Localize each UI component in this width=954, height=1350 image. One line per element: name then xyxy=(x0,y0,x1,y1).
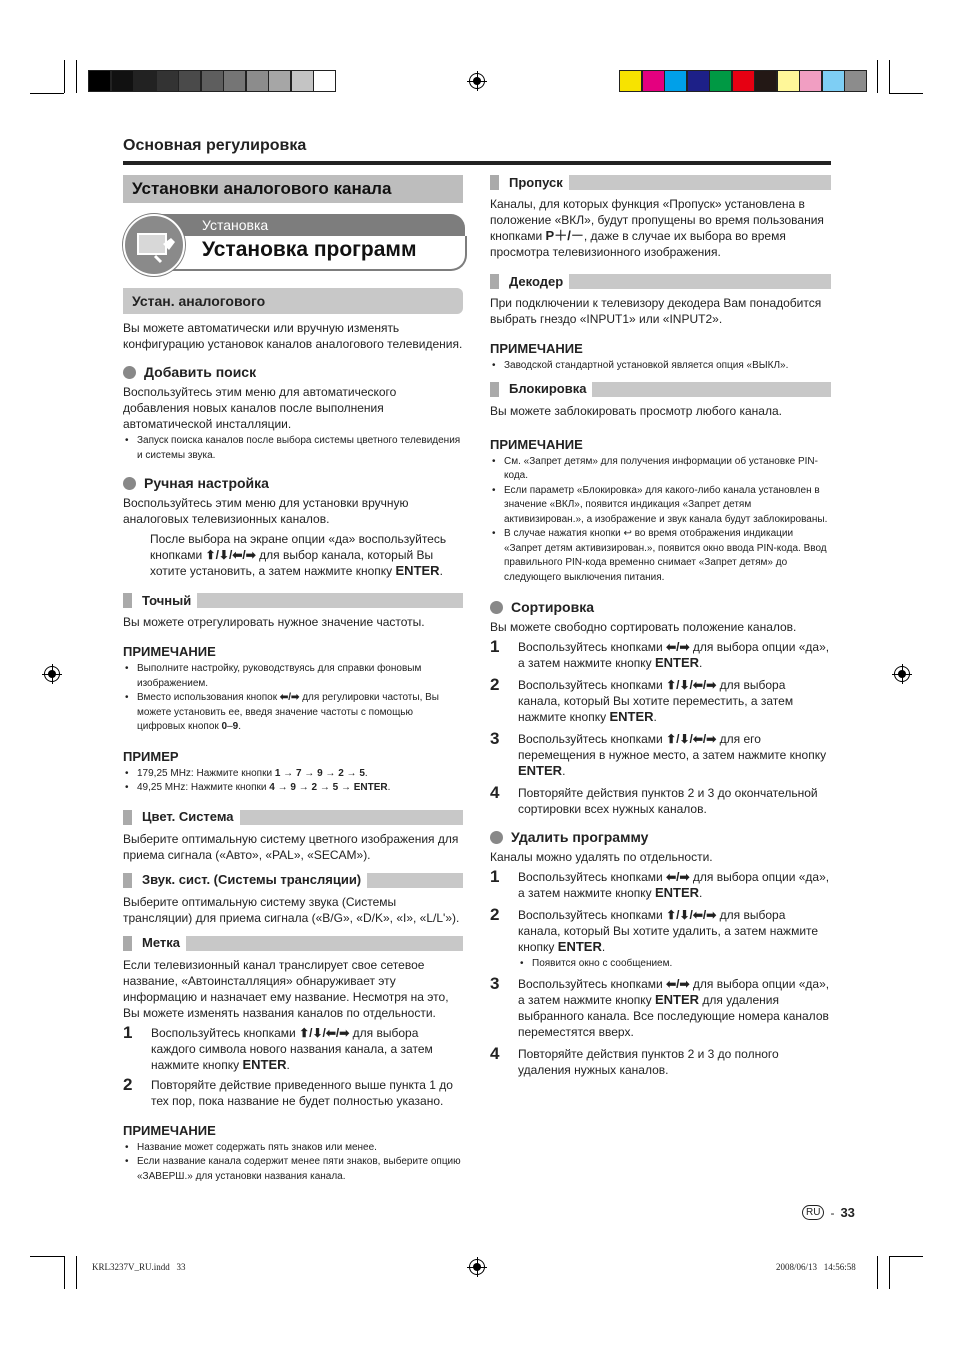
color-swatch xyxy=(201,70,224,92)
text: Воспользуйтесь кнопками xyxy=(518,732,663,746)
step xyxy=(490,907,831,972)
step-text: Повторяйте действия пунктов 2 и 3 до полного удаления нужных каналов. xyxy=(518,1046,779,1077)
step-number: 3 xyxy=(490,973,500,993)
subsection-title: Устан. аналогового xyxy=(132,293,266,309)
arrow-keys-icon: ⬅/➡ xyxy=(666,640,690,654)
delete-intro: Каналы можно удалять по отдельности. xyxy=(490,850,713,864)
step-text: Повторяйте действия пунктов 2 и 3 до окончательной сортировки всех нужных каналов. xyxy=(518,786,818,816)
arrow-keys-icon: ⬆/⬇/⬅/➡ xyxy=(666,908,717,922)
step-text xyxy=(518,869,831,901)
color-swatch xyxy=(88,70,111,92)
date-slug: 2008/06/13 14:56:58 xyxy=(776,1262,856,1272)
color-swatch xyxy=(223,70,246,92)
color-swatch xyxy=(246,70,269,92)
left-column xyxy=(123,288,463,1184)
text: В случае нажатия кнопки xyxy=(504,528,621,539)
manual-heading xyxy=(123,475,463,491)
crop-mark xyxy=(30,93,64,94)
registration-mark-icon xyxy=(469,73,485,89)
crop-mark xyxy=(889,1256,923,1257)
color-subbar xyxy=(123,810,463,825)
color-swatch xyxy=(687,70,710,92)
section-title-text: Установки аналогового канала xyxy=(132,179,392,198)
step-text xyxy=(151,1025,463,1073)
setup-icon xyxy=(123,214,185,276)
step xyxy=(490,973,831,1040)
bullet-dot-icon xyxy=(123,477,136,490)
text: . xyxy=(387,782,391,793)
lock-subbar xyxy=(490,382,831,397)
crop-mark xyxy=(877,1256,878,1289)
subbar-label: Пропуск xyxy=(509,174,563,190)
key-label: ENTER xyxy=(654,655,700,670)
key-sequence: 4 → 9 → 2 → 5 → ENTER xyxy=(269,782,388,793)
label-text: Если телевизионный канал транслирует свое сетевое название, «Автоинсталляция» обнаруживает эту информацию и назначает ему название. Несмотря на это, Вы можете изменять названия каналов по отдельности. xyxy=(123,957,449,1020)
sound-text: Выберите оптимальную систему звука (Системы трансляции) для приема сигнала («B/G», «D/K», «I», «L/L'»). xyxy=(123,894,460,925)
section-title-bar xyxy=(123,175,463,203)
lock-text: Вы можете заблокировать просмотр любого канала. xyxy=(490,403,782,418)
text: . xyxy=(601,940,606,954)
step xyxy=(123,1022,463,1073)
arrow-keys-icon: ⬆/⬇/⬅/➡ xyxy=(205,548,256,562)
text: для выбора опции «да», а затем нажмите кнопку xyxy=(518,976,830,1007)
step-text xyxy=(518,976,831,1040)
heading-text: Ручная настройка xyxy=(144,475,269,491)
right-column xyxy=(490,168,831,1078)
example-item xyxy=(123,781,463,796)
note-item: • Заводской стандартной установкой является опция «ВЫКЛ». xyxy=(490,359,831,374)
text: Воспользуйтесь кнопками xyxy=(518,678,663,692)
step xyxy=(123,1074,463,1109)
text: . xyxy=(364,767,368,779)
subsection-bar xyxy=(123,288,463,314)
text: Каналы, для которых функция «Пропуск» установлена в положение «ВКЛ», будут пропущены во время пользования кнопками xyxy=(490,197,824,243)
key-label: 9 xyxy=(232,721,239,732)
step xyxy=(490,785,831,817)
arrow-keys-icon: ⬅/➡ xyxy=(279,692,300,703)
fine-text: Вы можете отрегулировать нужное значение частоты. xyxy=(123,615,425,629)
registration-mark-icon xyxy=(469,1259,485,1275)
fine-subbar xyxy=(123,593,463,608)
intro-text: Вы можете автоматически или вручную изменять конфигурацию установок каналов аналогового телевидения. xyxy=(123,321,463,351)
text: Воспользуйтесь кнопками xyxy=(151,1025,296,1040)
step-number: 4 xyxy=(490,783,500,802)
color-swatch xyxy=(291,70,314,92)
step-text xyxy=(518,731,831,779)
step-number: 1 xyxy=(490,637,500,656)
key-label: ENTER xyxy=(609,709,654,724)
step-number: 2 xyxy=(490,905,500,924)
step xyxy=(490,731,831,779)
text: . xyxy=(238,721,242,732)
bullet-dot-icon xyxy=(490,831,503,844)
text: для выбора канала, который Вы хотите удалить, а затем нажмите кнопку xyxy=(518,908,819,954)
note-item: • Появится окно с сообщением. xyxy=(518,957,831,972)
text: – xyxy=(227,721,233,732)
arrow-keys-icon: ⬆/⬇/⬅/➡ xyxy=(666,732,717,746)
color-swatch xyxy=(156,70,179,92)
text: Воспользуйтесь кнопками xyxy=(518,908,663,922)
text: во время отображения индикации «Запрет детям активизирован.», появится окно ввода PIN-кода. Ввод правильного PIN-кода временно снимает «Запрет детям» до следующего выключения питания. xyxy=(504,528,827,583)
step xyxy=(490,639,831,671)
note-item: • См. «Запрет детям» для получения информации об установке PIN-кода. xyxy=(490,455,831,484)
manual-text: Воспользуйтесь этим меню для установки вручную аналоговых телевизионных каналов. xyxy=(123,496,409,526)
subbar-label: Звук. сист. (Системы трансляции) xyxy=(142,872,362,887)
text: 179,25 MHz: Нажмите кнопки xyxy=(137,767,273,779)
text: Вместо использования кнопок xyxy=(137,692,278,703)
banner-kicker: Установка xyxy=(202,217,269,233)
note-heading: ПРИМЕЧАНИЕ xyxy=(123,1122,216,1138)
add-search-text: Воспользуйтесь этим меню для автоматического добавления новых каналов после выполнения автоматической инсталляции. xyxy=(123,385,397,431)
step-number: 4 xyxy=(490,1043,500,1063)
step-number: 1 xyxy=(123,1022,133,1042)
text: . xyxy=(286,1057,290,1072)
manual-instruction xyxy=(150,531,463,579)
page-number xyxy=(802,1205,855,1220)
step-text xyxy=(518,907,831,972)
color-swatch xyxy=(799,70,822,92)
color-swatch xyxy=(664,70,687,92)
registration-mark-icon xyxy=(44,666,60,682)
note-item: • Название может содержать пять знаков или менее. xyxy=(123,1141,463,1156)
file-slug: KRL3237V_RU.indd 33 xyxy=(92,1262,186,1272)
crop-mark xyxy=(889,93,923,94)
heading-text: Сортировка xyxy=(511,599,594,615)
decoder-text: При подключении к телевизору декодера Вам понадобится выбрать гнездо «INPUT1» или «INPUT2». xyxy=(490,296,822,326)
step xyxy=(490,677,831,725)
language-badge: RU xyxy=(802,1205,824,1220)
color-swatch xyxy=(268,70,291,92)
bullet-dot-icon xyxy=(490,601,503,614)
step-text xyxy=(518,639,831,671)
subbar-label: Блокировка xyxy=(509,381,587,396)
key-label: ENTER xyxy=(654,991,700,1007)
text: . xyxy=(439,564,443,578)
color-swatch xyxy=(732,70,755,92)
step-number: 3 xyxy=(490,729,500,748)
add-search-heading xyxy=(123,364,463,380)
note-item: • Выполните настройку, руководствуясь для справки фоновым изображением. xyxy=(123,662,463,691)
section-title: Основная регулировка xyxy=(123,137,307,154)
bullet-dot-icon xyxy=(123,366,136,379)
crop-mark xyxy=(64,1256,65,1289)
crop-mark xyxy=(877,60,878,93)
text: для выбора канала, который Вы хотите переместить, а затем нажмите кнопку xyxy=(518,678,794,724)
note-item: • Если название канала содержит менее пяти знаков, выберите опцию «ЗАВЕРШ.» для установки названия канала. xyxy=(123,1155,463,1184)
label-subbar xyxy=(123,936,463,951)
key-label: ENTER xyxy=(518,763,563,778)
text: После выбора на экране опции «да» воспользуйтесь кнопками xyxy=(150,532,447,562)
example-heading: ПРИМЕР xyxy=(123,748,179,764)
page-dash: - xyxy=(830,1205,835,1220)
arrow-keys-icon: ⬅/➡ xyxy=(666,976,690,991)
banner-title: Установка программ xyxy=(202,238,417,261)
color-swatch xyxy=(777,70,800,92)
text: . xyxy=(653,710,657,724)
text: для регулировки частоты, Вы можете установить ее, введя значение частоты с помощью цифровых кнопок xyxy=(137,692,439,732)
text: Воспользуйтесь кнопками xyxy=(518,870,663,884)
key-label: 0 xyxy=(221,721,228,732)
decoder-subbar xyxy=(490,274,831,289)
text: для его перемещения в нужное место, а затем нажмите кнопку xyxy=(518,732,827,762)
text: . xyxy=(562,764,566,778)
color-swatch xyxy=(709,70,732,92)
text: Воспользуйтесь кнопками xyxy=(518,640,663,654)
color-text: Выберите оптимальную систему цветного изображения для приема сигнала («Авто», «PAL», «SECAM»). xyxy=(123,831,459,862)
banner-top xyxy=(147,214,465,236)
key-label: ENTER xyxy=(654,885,700,900)
color-swatch xyxy=(133,70,156,92)
crop-mark xyxy=(30,1256,64,1257)
crop-mark xyxy=(76,1256,77,1289)
color-swatch xyxy=(844,70,867,92)
text: для удаления выбранного канала. Все последующие номера каналов переместятся вверх. xyxy=(518,992,829,1039)
crop-mark xyxy=(64,60,65,93)
step-number: 2 xyxy=(123,1074,133,1094)
color-swatch xyxy=(111,70,134,92)
delete-heading xyxy=(490,829,831,845)
text: для выбор канала, который Вы хотите установить, а затем нажмите кнопку xyxy=(150,548,434,578)
crop-mark xyxy=(889,60,890,93)
text: Воспользуйтесь кнопками xyxy=(518,976,663,991)
note-item: • Запуск поиска каналов после выбора системы цветного телевидения и системы звука. xyxy=(123,434,463,463)
crop-mark xyxy=(76,60,77,93)
skip-text xyxy=(490,196,831,260)
text: для выбора опции «да», а затем нажмите кнопку xyxy=(518,870,830,900)
heading-text: Добавить поиск xyxy=(144,364,257,380)
sort-heading xyxy=(490,599,831,615)
subbar-label: Точный xyxy=(142,592,192,608)
step-text: Повторяйте действие приведенного выше пункта 1 до тех пор, пока название не будет полностью указано. xyxy=(151,1077,453,1108)
note-heading: ПРИМЕЧАНИЕ xyxy=(123,644,216,659)
sort-intro: Вы можете свободно сортировать положение каналов. xyxy=(490,620,797,634)
color-swatch xyxy=(822,70,845,92)
text: , даже в случае их выбора во время просмотра телевизионного изображения. xyxy=(490,229,786,259)
key-label: ENTER xyxy=(557,939,602,954)
arrow-keys-icon: ⬆/⬇/⬅/➡ xyxy=(299,1025,350,1040)
color-swatch xyxy=(619,70,642,92)
step-number: 2 xyxy=(490,675,500,694)
step xyxy=(490,1043,831,1078)
color-swatch xyxy=(178,70,201,92)
arrow-keys-icon: ⬆/⬇/⬅/➡ xyxy=(666,678,717,692)
step-text xyxy=(518,677,831,725)
subbar-label: Декодер xyxy=(509,273,564,289)
text: . xyxy=(699,656,703,670)
color-swatch xyxy=(313,70,336,92)
arrow-keys-icon: ⬅/➡ xyxy=(666,870,690,884)
skip-subbar xyxy=(490,175,831,190)
key-label: ENTER xyxy=(242,1056,287,1072)
text: . xyxy=(699,886,703,900)
example-item xyxy=(123,767,463,782)
note-item xyxy=(490,527,831,585)
return-icon: ↩ xyxy=(623,528,632,539)
note-item: • Если параметр «Блокировка» для какого-либо канала установлен в значение «ВКЛ», появится индикация «Запрет детям активизирован.», а изображение и звук канала будут заблокированы. xyxy=(490,484,831,528)
subbar-label: Цвет. Система xyxy=(142,809,234,824)
registration-mark-icon xyxy=(894,666,910,682)
step-number: 1 xyxy=(490,867,500,886)
page-num: 33 xyxy=(840,1205,855,1220)
key-sequence: 1 → 7 → 9 → 2 → 5 xyxy=(274,767,365,779)
header-rule xyxy=(123,161,831,165)
subbar-label: Метка xyxy=(142,935,180,950)
text: для выбора опции «да», а затем нажмите кнопку xyxy=(518,640,830,670)
chapter-banner xyxy=(123,214,467,273)
heading-text: Удалить программу xyxy=(511,829,649,845)
crop-mark xyxy=(889,1256,890,1289)
key-label: P＋/－ xyxy=(545,228,584,243)
color-swatch xyxy=(754,70,777,92)
note-item xyxy=(123,691,463,735)
text: 49,25 MHz: Нажмите кнопки xyxy=(137,782,267,793)
text: для выбора каждого символа нового названия канала, а затем нажмите кнопку xyxy=(151,1025,433,1072)
step xyxy=(490,869,831,901)
note-heading: ПРИМЕЧАНИЕ xyxy=(490,341,583,356)
key-label: ENTER xyxy=(395,563,440,578)
color-swatch xyxy=(642,70,665,92)
sound-subbar xyxy=(123,873,463,888)
note-heading: ПРИМЕЧАНИЕ xyxy=(490,436,583,452)
